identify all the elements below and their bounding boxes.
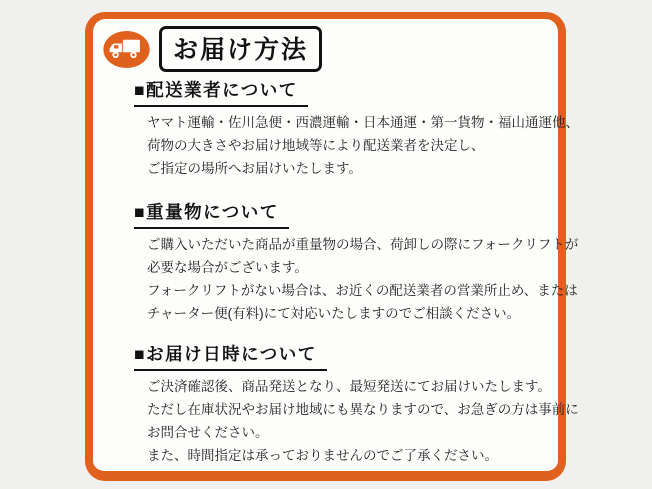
datetime-line-2: ただし在庫状況やお届け地域にも異なりますので、お急ぎの方は事前に	[147, 402, 579, 417]
heavy-items-line-2: 必要な場合がございます。	[147, 260, 308, 275]
section-delivery-datetime	[134, 341, 579, 467]
datetime-line-1: ご決済確認後、商品発送となり、最短発送にてお届けいたします。	[147, 379, 551, 394]
datetime-line-4: また、時間指定は承っておりませんのでご了承ください。	[147, 448, 498, 463]
carriers-line-3: ご指定の場所へお届けいたします。	[147, 161, 362, 176]
datetime-line-3: お問合せください。	[147, 425, 269, 440]
heavy-items-line-3: フォークリフトがない場合は、お近くの配送業者の営業所止め、または	[147, 283, 578, 298]
section-heavy-items	[134, 199, 579, 325]
delivery-truck-icon	[103, 31, 150, 68]
section-heading-heavy-items: ■重量物について	[134, 199, 289, 229]
heavy-items-line-4: チャーター便(有料)にて対応いたしますのでご相談ください。	[147, 306, 521, 321]
heavy-items-line-1: ご購入いただいた商品が重量物の場合、荷卸しの際にフォークリフトが	[147, 237, 579, 252]
page-title: お届け方法	[159, 26, 322, 72]
section-heading-datetime: ■お届け日時について	[134, 341, 327, 371]
carriers-line-1: ヤマト運輸・佐川急便・西濃運輸・日本通運・第一貨物・福山通運他、	[147, 115, 579, 130]
panel-header	[103, 26, 558, 72]
section-heading-carriers: ■配送業者について	[134, 77, 308, 107]
carriers-line-2: 荷物の大きさやお届け地域等により配送業者を決定し、	[147, 138, 485, 153]
section-delivery-carriers	[134, 77, 579, 180]
delivery-info-panel	[85, 12, 579, 481]
